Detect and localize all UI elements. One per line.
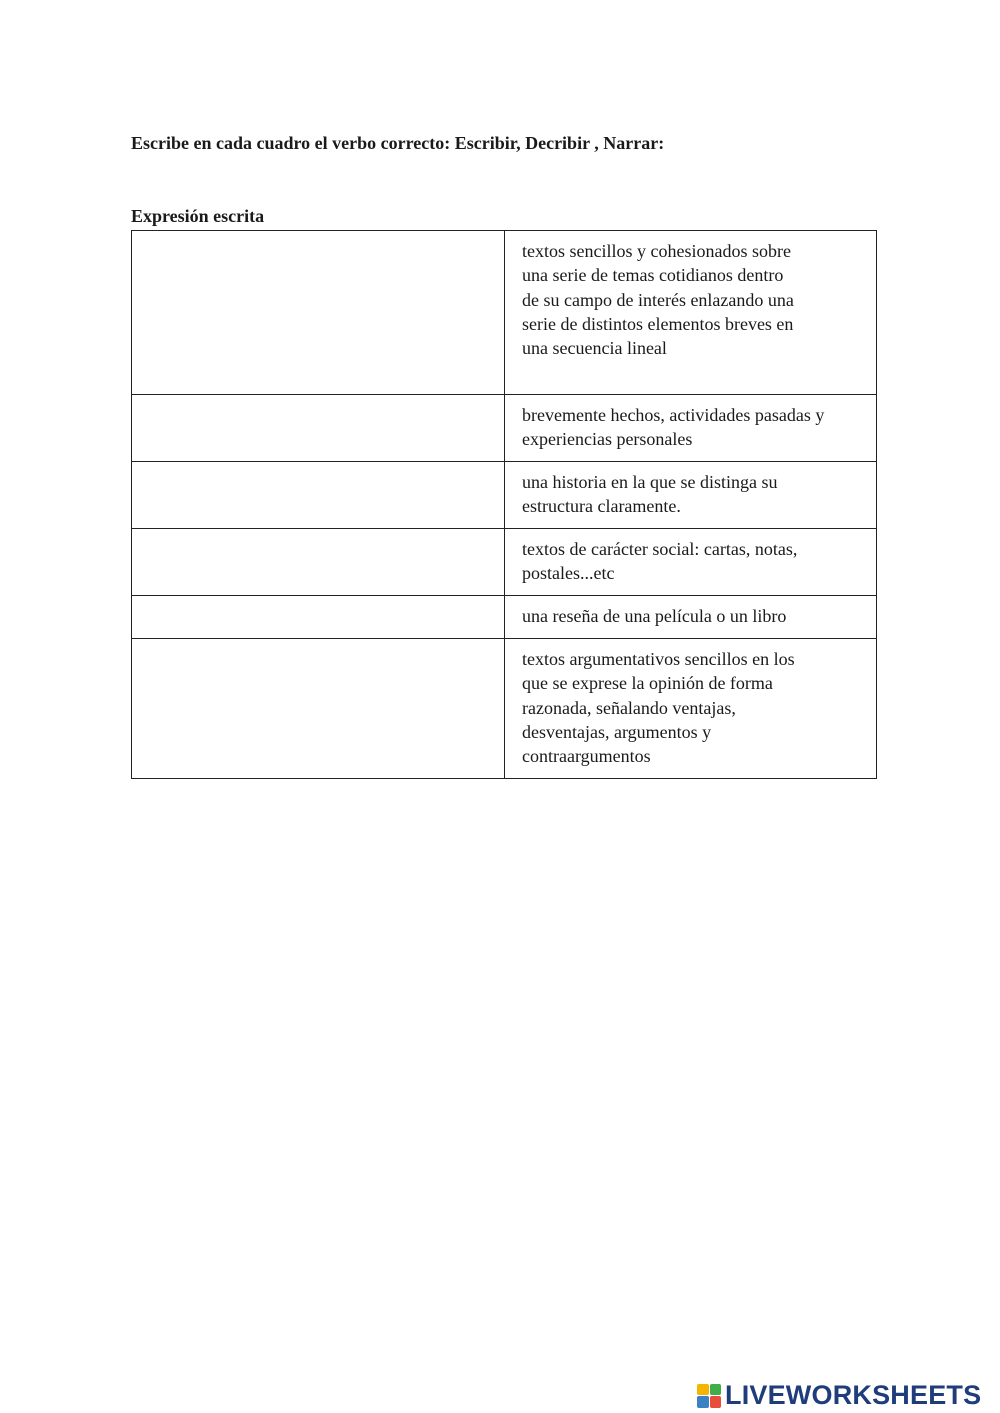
logo-tile [697,1396,709,1408]
answer-input-5[interactable] [132,596,504,633]
table-row [132,639,877,779]
answer-input-1[interactable] [132,231,504,268]
description-cell [505,395,877,462]
description-text: textos sencillos y cohesionados sobre una serie de temas cotidianos dentro de su campo de interés enlazando una serie de distintos elementos breves en una secuencia lineal [522,241,794,359]
description-cell [505,231,877,395]
table-row [132,462,877,529]
answer-cell [132,596,505,639]
instruction-text: Escribe en cada cuadro el verbo correcto: Escribir, Decribir , Narrar: [131,133,665,153]
liveworksheets-logo [697,1380,981,1411]
table-row [132,395,877,462]
table-row [132,231,877,395]
answer-cell [132,639,505,779]
logo-tile [697,1384,709,1396]
answer-cell [132,462,505,529]
description-cell [505,596,877,639]
answer-cell [132,395,505,462]
description-text: brevemente hechos, actividades pasadas y experiencias personales [522,405,825,450]
description-cell [505,639,877,779]
answer-input-6[interactable] [132,639,504,676]
exercise-table [131,230,877,779]
description-cell [505,529,877,596]
logo-text: LIVEWORKSHEETS [725,1380,982,1410]
description-text: textos argumentativos sencillos en los que se exprese la opinión de forma razonada, señalando ventajas, desventajas, argumentos y contraargumentos [522,649,795,767]
answer-cell [132,231,505,395]
section-title: Expresión escrita [131,206,265,226]
description-cell [505,462,877,529]
table-row [132,596,877,639]
logo-tile [710,1384,722,1396]
liveworksheets-logo-icon [697,1384,721,1408]
answer-input-2[interactable] [132,395,504,432]
logo-tile [710,1396,722,1408]
answer-input-3[interactable] [132,462,504,499]
description-text: textos de carácter social: cartas, notas, postales...etc [522,539,798,584]
answer-cell [132,529,505,596]
answer-input-4[interactable] [132,529,504,566]
description-text: una historia en la que se distinga su estructura claramente. [522,472,778,517]
description-text: una reseña de una película o un libro [522,606,787,626]
table-row [132,529,877,596]
